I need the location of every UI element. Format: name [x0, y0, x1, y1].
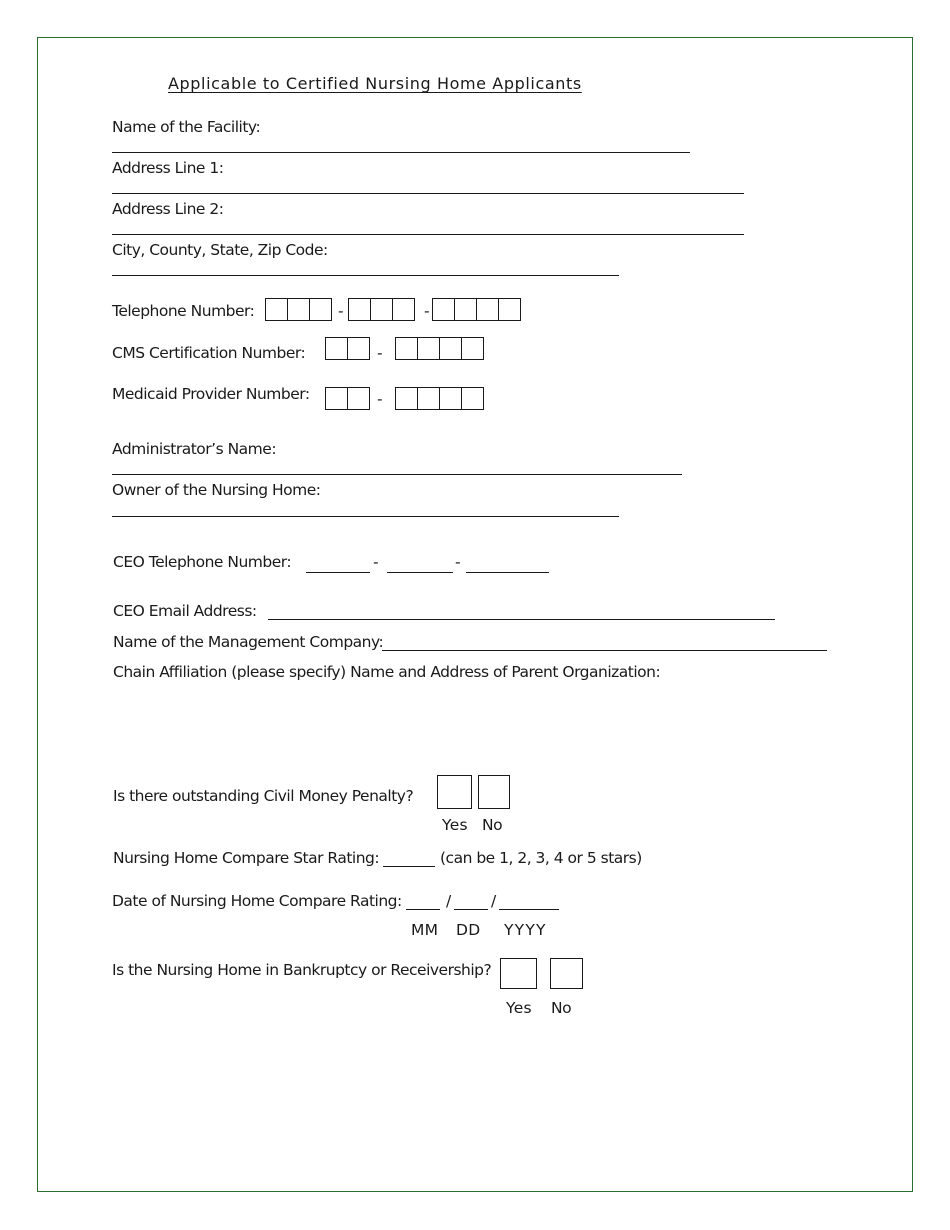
- date-mm-caption: MM: [411, 921, 439, 939]
- bankruptcy-yes-label: Yes: [506, 999, 532, 1017]
- management-company-field[interactable]: [382, 650, 827, 651]
- bankruptcy-no-label: No: [551, 999, 572, 1017]
- civil-money-penalty-label: Is there outstanding Civil Money Penalty?: [113, 787, 414, 805]
- digit-box[interactable]: [461, 387, 484, 410]
- ceo-email-label: CEO Email Address:: [113, 602, 257, 620]
- digit-box[interactable]: [439, 387, 462, 410]
- ceo-email-field[interactable]: [268, 619, 775, 620]
- digit-box[interactable]: [325, 337, 348, 360]
- dash-separator: -: [455, 553, 461, 571]
- facility-name-label: Name of the Facility:: [112, 118, 261, 136]
- digit-box[interactable]: [287, 298, 310, 321]
- rating-date-mm-field[interactable]: [406, 909, 440, 910]
- page-title: Applicable to Certified Nursing Home Applicants: [168, 74, 582, 93]
- digit-box[interactable]: [498, 298, 521, 321]
- slash-separator: /: [446, 892, 451, 910]
- rating-date-dd-field[interactable]: [454, 909, 488, 910]
- digit-box[interactable]: [432, 298, 455, 321]
- medicaid-part-2[interactable]: [395, 387, 484, 410]
- address-line-1-label: Address Line 1:: [112, 159, 224, 177]
- star-rating-field[interactable]: [383, 866, 435, 867]
- dash-separator: -: [377, 390, 383, 408]
- digit-box[interactable]: [347, 387, 370, 410]
- dash-separator: -: [373, 553, 379, 571]
- digit-box[interactable]: [454, 298, 477, 321]
- cms-cert-part-1[interactable]: [325, 337, 370, 360]
- ceo-telephone-label: CEO Telephone Number:: [113, 553, 292, 571]
- facility-name-field[interactable]: [112, 152, 690, 153]
- digit-box[interactable]: [348, 298, 371, 321]
- rating-date-yyyy-field[interactable]: [499, 909, 559, 910]
- digit-box[interactable]: [476, 298, 499, 321]
- date-yyyy-caption: YYYY: [504, 921, 547, 939]
- medicaid-provider-label: Medicaid Provider Number:: [112, 385, 310, 403]
- digit-box[interactable]: [417, 337, 440, 360]
- digit-box[interactable]: [392, 298, 415, 321]
- telephone-prefix[interactable]: [348, 298, 415, 321]
- cmp-no-label: No: [482, 816, 503, 834]
- administrator-name-label: Administrator’s Name:: [112, 440, 277, 458]
- management-company-label: Name of the Management Company:: [113, 633, 384, 651]
- owner-field[interactable]: [112, 516, 619, 517]
- city-county-state-zip-field[interactable]: [112, 275, 619, 276]
- digit-box[interactable]: [461, 337, 484, 360]
- slash-separator: /: [491, 892, 496, 910]
- telephone-area-code[interactable]: [265, 298, 332, 321]
- rating-date-label: Date of Nursing Home Compare Rating:: [112, 892, 402, 910]
- dash-separator: -: [377, 344, 383, 362]
- city-county-state-zip-label: City, County, State, Zip Code:: [112, 241, 328, 259]
- chain-affiliation-label: Chain Affiliation (please specify) Name and Address of Parent Organization:: [113, 663, 661, 681]
- medicaid-part-1[interactable]: [325, 387, 370, 410]
- cms-cert-part-2[interactable]: [395, 337, 484, 360]
- digit-box[interactable]: [347, 337, 370, 360]
- digit-box[interactable]: [370, 298, 393, 321]
- dash-separator: -: [424, 302, 430, 320]
- telephone-label: Telephone Number:: [112, 302, 255, 320]
- telephone-line-number[interactable]: [432, 298, 521, 321]
- bankruptcy-label: Is the Nursing Home in Bankruptcy or Receivership?: [112, 961, 492, 979]
- ceo-phone-line-field[interactable]: [466, 572, 549, 573]
- bankruptcy-yes-checkbox[interactable]: [500, 958, 537, 989]
- digit-box[interactable]: [395, 337, 418, 360]
- owner-label: Owner of the Nursing Home:: [112, 481, 321, 499]
- digit-box[interactable]: [417, 387, 440, 410]
- address-line-2-label: Address Line 2:: [112, 200, 224, 218]
- digit-box[interactable]: [265, 298, 288, 321]
- address-line-1-field[interactable]: [112, 193, 744, 194]
- ceo-phone-area-field[interactable]: [306, 572, 370, 573]
- dash-separator: -: [338, 302, 344, 320]
- cmp-yes-checkbox[interactable]: [437, 775, 472, 809]
- digit-box[interactable]: [309, 298, 332, 321]
- administrator-name-field[interactable]: [112, 474, 682, 475]
- ceo-phone-prefix-field[interactable]: [387, 572, 453, 573]
- cmp-no-checkbox[interactable]: [478, 775, 510, 809]
- date-dd-caption: DD: [456, 921, 481, 939]
- digit-box[interactable]: [439, 337, 462, 360]
- cmp-yes-label: Yes: [442, 816, 468, 834]
- digit-box[interactable]: [395, 387, 418, 410]
- cms-certification-label: CMS Certification Number:: [112, 344, 306, 362]
- star-rating-hint: (can be 1, 2, 3, 4 or 5 stars): [440, 849, 642, 867]
- address-line-2-field[interactable]: [112, 234, 744, 235]
- bankruptcy-no-checkbox[interactable]: [550, 958, 583, 989]
- digit-box[interactable]: [325, 387, 348, 410]
- star-rating-label: Nursing Home Compare Star Rating:: [113, 849, 380, 867]
